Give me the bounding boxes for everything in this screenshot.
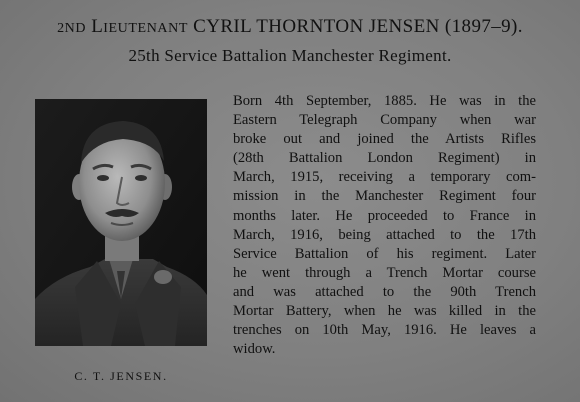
bio-line: Service Battalion of his regiment. Later (233, 245, 536, 262)
biography-text (233, 92, 536, 359)
bio-line: months later. He proceeded to France in (233, 207, 536, 224)
bio-line: mission in the Manchester Regiment four (233, 188, 536, 205)
bio-line: Mortar Battery, when he was killed in the (233, 303, 536, 320)
bio-line: broke out and joined the Artists Rifles (233, 131, 536, 148)
bio-line: trenches on 10th May, 1916. He leaves a (233, 322, 536, 339)
bio-line: March, 1916, being attached to the 17th (233, 226, 536, 243)
bio-line: March, 1915, receiving a temporary com- (233, 169, 536, 186)
bio-line: Eastern Telegraph Company when war (233, 112, 536, 129)
bio-line: Born 4th September, 1885. He was in the (233, 93, 536, 109)
rank-prefix: 2ND (57, 21, 87, 36)
rank-remainder: IEUTENANT (103, 21, 188, 36)
bio-line: widow. (233, 341, 276, 358)
bio-line: (28th Battalion London Regiment) in (233, 150, 536, 167)
rank (91, 16, 188, 37)
rank-initial: L (91, 16, 104, 37)
officer-name: CYRIL THORNTON JENSEN (193, 16, 440, 37)
portrait-photo (35, 99, 207, 346)
bio-line: and was attached to the 90th Trench (233, 283, 536, 300)
unit-subheading: 25th Service Battalion Manchester Regiment. (128, 46, 452, 65)
portrait-caption: C. T. JENSEN. (74, 369, 168, 383)
school-years: (1897–9). (444, 16, 523, 37)
bio-line: he went through a Trench Mortar course (233, 264, 536, 281)
page-heading (0, 16, 580, 38)
